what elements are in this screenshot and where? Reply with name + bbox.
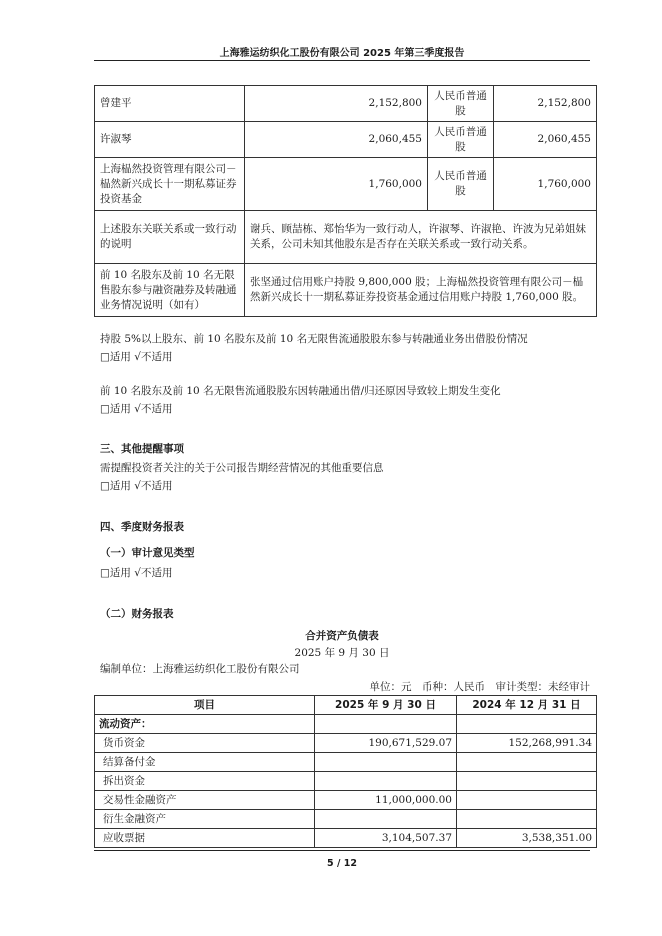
current-value: 190,671,529.07 (315, 734, 457, 753)
statement-title: 合并资产负债表 (305, 630, 379, 642)
section-3-title: 三、其他提醒事项 (100, 443, 184, 455)
prior-value: 152,268,991.34 (457, 734, 597, 753)
section-4-title: 四、季度财务报表 (100, 521, 184, 533)
statement-company: 编制单位：上海雅运纺织化工股份有限公司 (100, 663, 300, 675)
share-quantity: 2,152,800 (494, 86, 597, 122)
statement-date: 2025 年 9 月 30 日 (294, 647, 390, 659)
lending-paragraph (100, 330, 590, 366)
shares-held: 2,152,800 (245, 86, 428, 122)
table-row (95, 122, 597, 158)
section-3-text: 需提醒投资者关注的关于公司报告期经营情况的其他重要信息 (100, 462, 384, 474)
table-row (95, 772, 597, 791)
table-row (95, 86, 597, 122)
change-check: □适用 √不适用 (100, 403, 173, 415)
section-3-check: □适用 √不适用 (100, 480, 173, 492)
empty-cell (457, 715, 597, 734)
table-row (95, 715, 597, 734)
margin-label: 前 10 名股东及前 10 名无限售股东参与融资融券及转融通业务情况说明（如有） (95, 264, 245, 317)
section-3-body (100, 459, 590, 495)
table-row (95, 264, 597, 317)
page-number: 5 / 12 (327, 858, 357, 869)
report-header: 上海雅运纺织化工股份有限公司 2025 年第三季度报告 (219, 48, 465, 59)
change-paragraph (100, 382, 590, 418)
share-type: 人民币普通股 (428, 158, 494, 211)
table-row (95, 158, 597, 211)
col-header-item: 项目 (95, 696, 315, 715)
line-item: 衍生金融资产 (95, 810, 315, 829)
table-row (95, 829, 597, 848)
prior-value: 3,538,351.00 (457, 829, 597, 848)
empty-cell (315, 715, 457, 734)
col-header-prior: 2024 年 12 月 31 日 (457, 696, 597, 715)
table-row (95, 791, 597, 810)
table-row (95, 810, 597, 829)
lending-text: 持股 5%以上股东、前 10 名股东及前 10 名无限售流通股股东参与转融通业务出借股份情况 (100, 333, 528, 345)
sub-1-check: □适用 √不适用 (100, 567, 173, 579)
table-row (95, 753, 597, 772)
change-text: 前 10 名股东及前 10 名无限售流通股股东因转融通出借/归还原因导致较上期发生变化 (100, 385, 501, 397)
shareholder-name: 曾建平 (95, 86, 245, 122)
relation-text: 谢兵、顾喆栋、郑怡华为一致行动人，许淑琴、许淑艳、许波为兄弟姐妹关系，公司未知其他股东是否存在关联关系或一致行动关系。 (245, 211, 597, 264)
share-quantity: 2,060,455 (494, 122, 597, 158)
header-rule (94, 60, 590, 61)
prior-value (457, 772, 597, 791)
current-value (315, 810, 457, 829)
shareholder-name: 上海榀然投资管理有限公司－榀然新兴成长十一期私募证券投资基金 (95, 158, 245, 211)
col-header-current: 2025 年 9 月 30 日 (315, 696, 457, 715)
line-item: 结算备付金 (95, 753, 315, 772)
current-value: 11,000,000.00 (315, 791, 457, 810)
statement-unit: 单位：元 币种：人民币 审计类型：未经审计 (369, 681, 590, 693)
lending-check: □适用 √不适用 (100, 351, 173, 363)
share-type: 人民币普通股 (428, 122, 494, 158)
shares-held: 2,060,455 (245, 122, 428, 158)
line-item: 拆出资金 (95, 772, 315, 791)
sub-2-title: （二）财务报表 (100, 608, 174, 620)
current-value (315, 753, 457, 772)
sub-1-title: （一）审计意见类型 (100, 547, 195, 559)
line-item: 交易性金融资产 (95, 791, 315, 810)
line-item: 货币资金 (95, 734, 315, 753)
current-value (315, 772, 457, 791)
balance-sheet-table (94, 695, 597, 848)
table-row (95, 734, 597, 753)
shareholder-table (94, 85, 597, 317)
category-label: 流动资产： (95, 715, 315, 734)
shareholder-name: 许淑琴 (95, 122, 245, 158)
shares-held: 1,760,000 (245, 158, 428, 211)
prior-value (457, 791, 597, 810)
margin-text: 张坚通过信用账户持股 9,800,000 股；上海榀然投资管理有限公司－榀然新兴成长十一期私募证券投资基金通过信用账户持股 1,760,000 股。 (245, 264, 597, 317)
prior-value (457, 753, 597, 772)
prior-value (457, 810, 597, 829)
relation-label: 上述股东关联关系或一致行动的说明 (95, 211, 245, 264)
current-value: 3,104,507.37 (315, 829, 457, 848)
line-item: 应收票据 (95, 829, 315, 848)
table-row (95, 211, 597, 264)
table-header-row (95, 696, 597, 715)
share-type: 人民币普通股 (428, 86, 494, 122)
share-quantity: 1,760,000 (494, 158, 597, 211)
footer-rule (94, 850, 590, 851)
